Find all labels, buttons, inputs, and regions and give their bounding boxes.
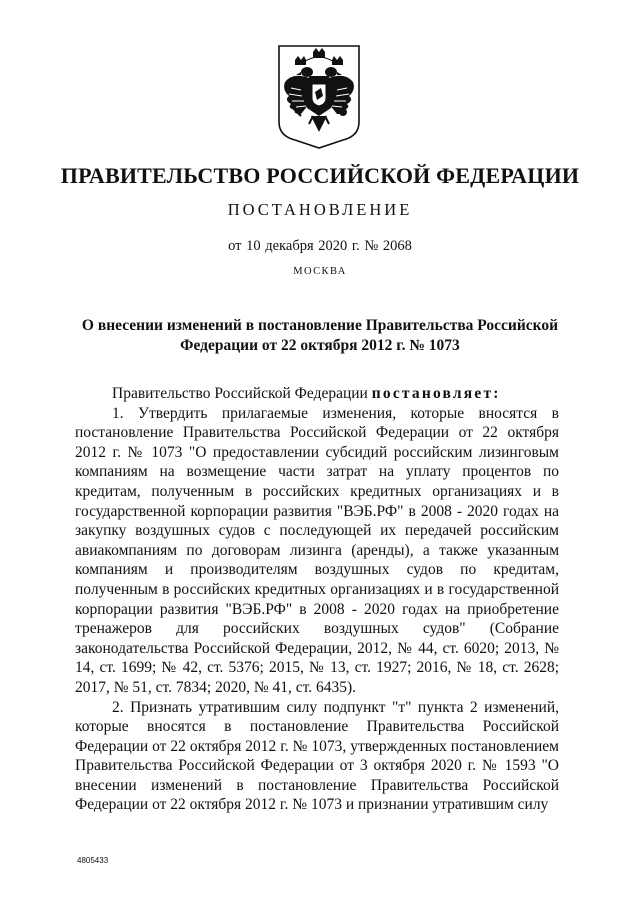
preamble-text: Правительство Российской Федерации — [112, 385, 368, 402]
preamble-paragraph — [75, 384, 559, 404]
footer-document-number: 4805433 — [77, 856, 109, 865]
government-title: ПРАВИТЕЛЬСТВО РОССИЙСКОЙ ФЕДЕРАЦИИ — [60, 163, 580, 188]
document-city: МОСКВА — [293, 266, 347, 277]
document-subject: О внесении изменений в постановление Правительства Российской Федерации от 22 октября 2012 г. № 1073 — [81, 317, 559, 354]
document-body — [75, 384, 559, 815]
coat-of-arms-of-russia-icon — [271, 44, 367, 150]
document-date-number: от 10 декабря 2020 г. № 2068 — [228, 238, 412, 254]
preamble-decree-word: постановляет: — [371, 385, 501, 402]
clause-2: 2. Признать утратившим силу подпункт "т" пункта 2 изменений, которые вносятся в постановление Правительства Российской Федерации от 22 октября 2012 г. № 1073, утвержденных постановлением Правительства Российской Федерации от 3 октября 2020 г. № 1593 "О внесении изменений в постановление Правительства Российской Федерации от 22 октября 2012 г. № 1073 и признании утратившим силу — [75, 698, 559, 814]
clause-1: 1. Утвердить прилагаемые изменения, которые вносятся в постановление Правительства Российской Федерации от 22 октября 2012 г. № 1073 "О предоставлении субсидий российским лизинговым компаниям на возмещение части затрат на уплату процентов по кредитам, полученным в российских кредитных организациях и в государственной корпорации развития "ВЭБ.РФ" в 2008 - 2020 годах на закупку воздушных судов с последующей их передачей российским авиакомпаниям по договорам лизинга (аренды), а также указанным компаниям и производителям воздушных судов по кредитам, полученным в российских кредитных организациях и в государственной корпорации развития "ВЭБ.РФ" в 2008 - 2020 годах на приобретение тренажеров для российских воздушных судов" (Собрание законодательства Российской Федерации, 2012, № 44, ст. 6020; 2013, № 14, ст. 1699; № 42, ст. 5376; 2015, № 13, ст. 1927; 2016, № 18, ст. 2628; 2017, № 51, ст. 7834; 2020, № 41, ст. 6435). — [75, 404, 559, 696]
document-type: ПОСТАНОВЛЕНИЕ — [227, 200, 413, 219]
